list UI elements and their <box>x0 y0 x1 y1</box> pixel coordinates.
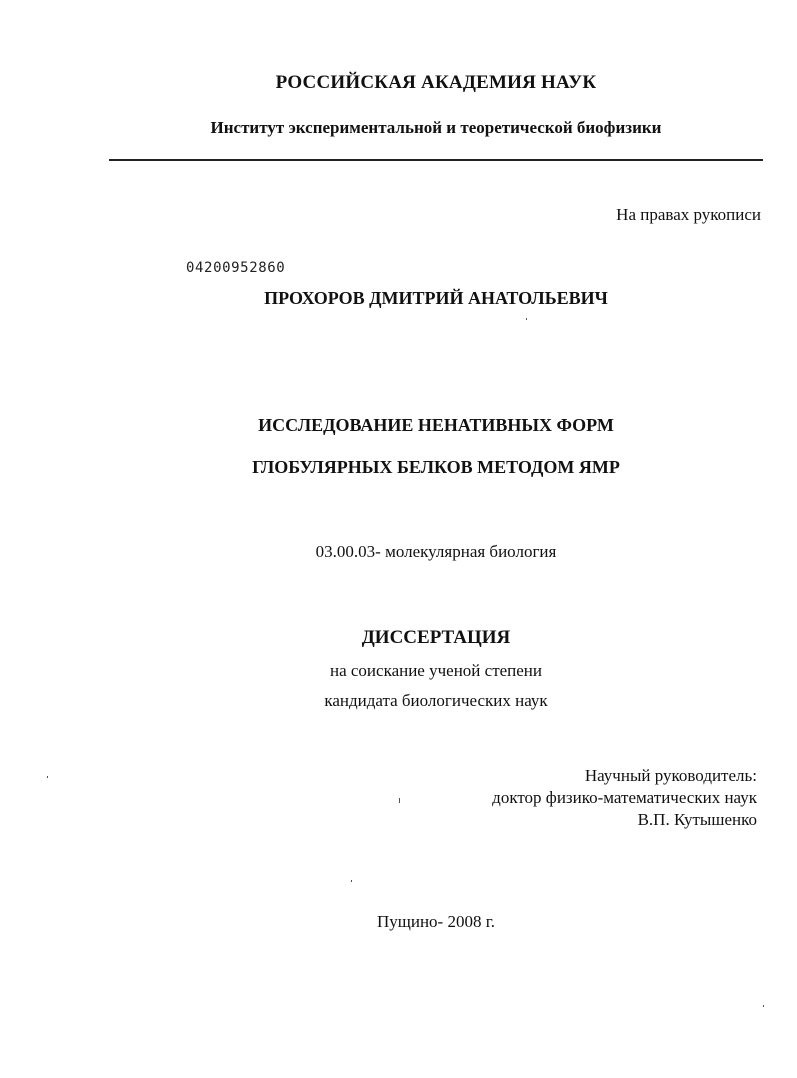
scan-speck <box>47 776 48 778</box>
scan-speck <box>399 798 400 803</box>
manuscript-rights-note: На правах рукописи <box>616 205 761 224</box>
supervisor-rank: доктор физико-математических наук <box>492 788 757 807</box>
supervisor-label: Научный руководитель: <box>584 766 757 785</box>
author-name: ПРОХОРОВ ДМИТРИЙ АНАТОЛЬЕВИЧ <box>264 288 608 308</box>
scan-speck <box>763 1005 764 1007</box>
specialty-code: 03.00.03- молекулярная биология <box>315 542 557 561</box>
supervisor-name: В.П. Кутышенко <box>637 810 757 829</box>
academy-name: РОССИЙСКАЯ АКАДЕМИЯ НАУК <box>275 72 597 93</box>
place-and-year: Пущино- 2008 г. <box>376 912 496 931</box>
degree-line-1: на соискание ученой степени <box>329 661 543 680</box>
institute-name: Институт экспериментальной и теоретической биофизики <box>210 118 662 137</box>
header-divider <box>109 159 763 161</box>
scan-speck <box>526 318 527 320</box>
scan-speck <box>351 880 352 882</box>
degree-line-2: кандидата биологических наук <box>324 691 548 710</box>
document-type: ДИССЕРТАЦИЯ <box>361 627 511 648</box>
catalog-number-stamp: 04200952860 <box>186 260 286 276</box>
thesis-title-line-1: ИССЛЕДОВАНИЕ НЕНАТИВНЫХ ФОРМ <box>258 415 614 435</box>
thesis-title-line-2: ГЛОБУЛЯРНЫХ БЕЛКОВ МЕТОДОМ ЯМР <box>252 457 620 477</box>
